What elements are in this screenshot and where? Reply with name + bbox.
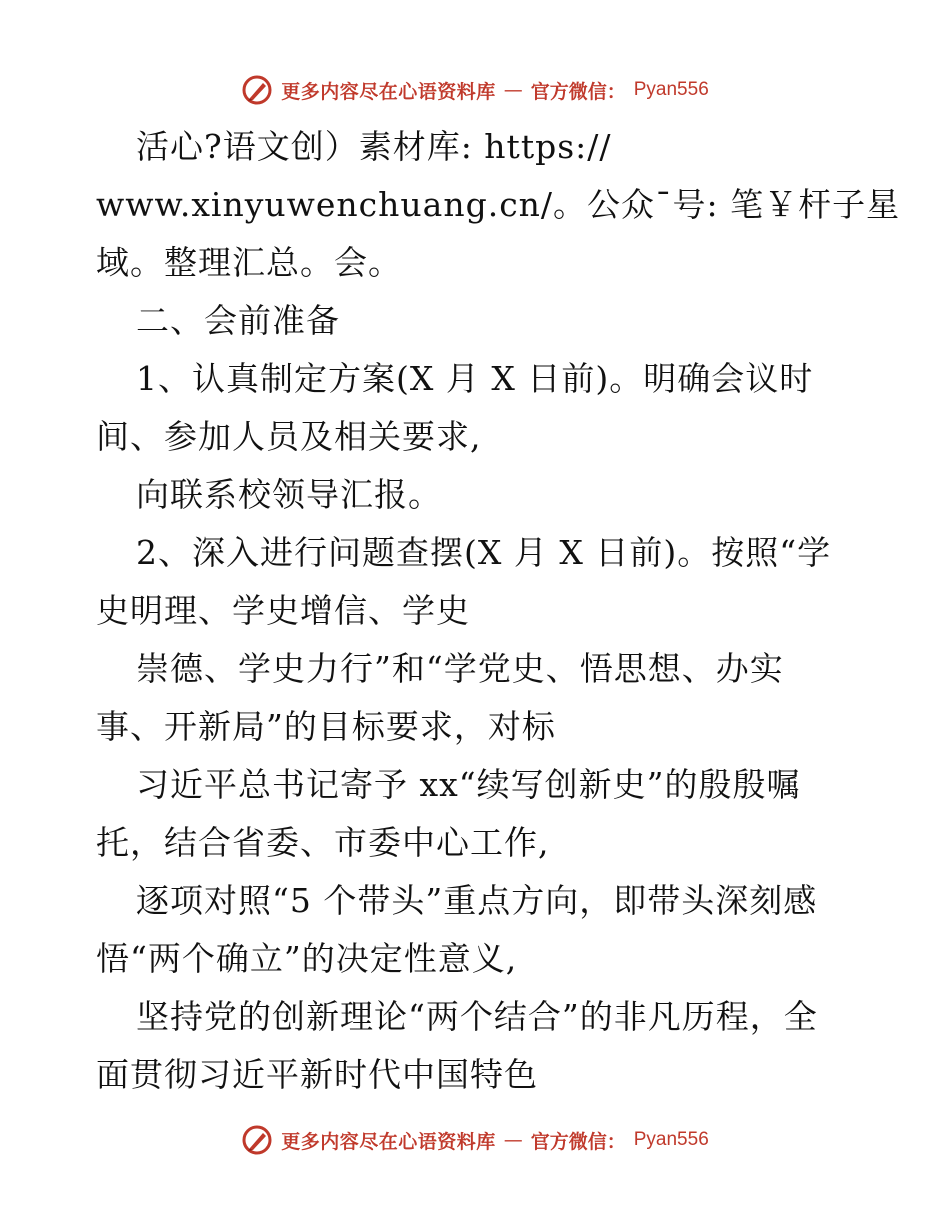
- body-line: 向联系校领导汇报。: [136, 475, 442, 514]
- body-line: 悟“两个确立”的决定性意义,: [96, 939, 518, 978]
- body-line: 事、开新局”的目标要求，对标: [96, 707, 556, 746]
- body-line: www.xinyuwenchuang.cn/。公众¯号: 笔￥杆子星: [96, 185, 901, 224]
- body-line: 习近平总书记寄予 xx“续写创新史”的殷殷嘱: [136, 765, 801, 804]
- document-body: [96, 118, 901, 1104]
- pen-logo-icon: [241, 1124, 273, 1156]
- banner-wechat-id: Pyan556: [633, 1129, 709, 1150]
- banner-wechat-label: 官方微信：: [530, 1130, 626, 1153]
- body-line: 崇德、学史力行”和“学党史、悟思想、办实: [136, 649, 784, 688]
- pen-logo-icon: [241, 74, 273, 106]
- section-heading: 二、会前准备: [136, 301, 340, 340]
- banner-separator: —: [503, 79, 523, 101]
- banner-title: 更多内容尽在心语资料库: [281, 1130, 496, 1153]
- banner-wechat-id: Pyan556: [633, 79, 709, 100]
- body-line: 间、参加人员及相关要求,: [96, 417, 482, 456]
- body-line: 面贯彻习近平新时代中国特色: [96, 1055, 538, 1094]
- footer-banner: [0, 1120, 950, 1160]
- body-line: 托，结合省委、市委中心工作,: [96, 823, 550, 862]
- banner-title: 更多内容尽在心语资料库: [281, 80, 496, 103]
- header-banner: [0, 70, 950, 110]
- body-line: 活心?语文创）素材库: https://: [136, 127, 612, 166]
- banner-separator: —: [503, 1129, 523, 1151]
- banner-wechat-label: 官方微信：: [530, 80, 626, 103]
- body-line: 史明理、学史增信、学史: [96, 591, 470, 630]
- body-line: 1、认真制定方案(X 月 X 日前)。明确会议时: [136, 359, 814, 398]
- body-line: 逐项对照“5 个带头”重点方向，即带头深刻感: [136, 881, 818, 920]
- body-line: 2、深入进行问题查摆(X 月 X 日前)。按照“学: [136, 533, 832, 572]
- body-line: 坚持党的创新理论“两个结合”的非凡历程，全: [136, 997, 818, 1036]
- body-line: 域。整理汇总。会。: [96, 243, 402, 282]
